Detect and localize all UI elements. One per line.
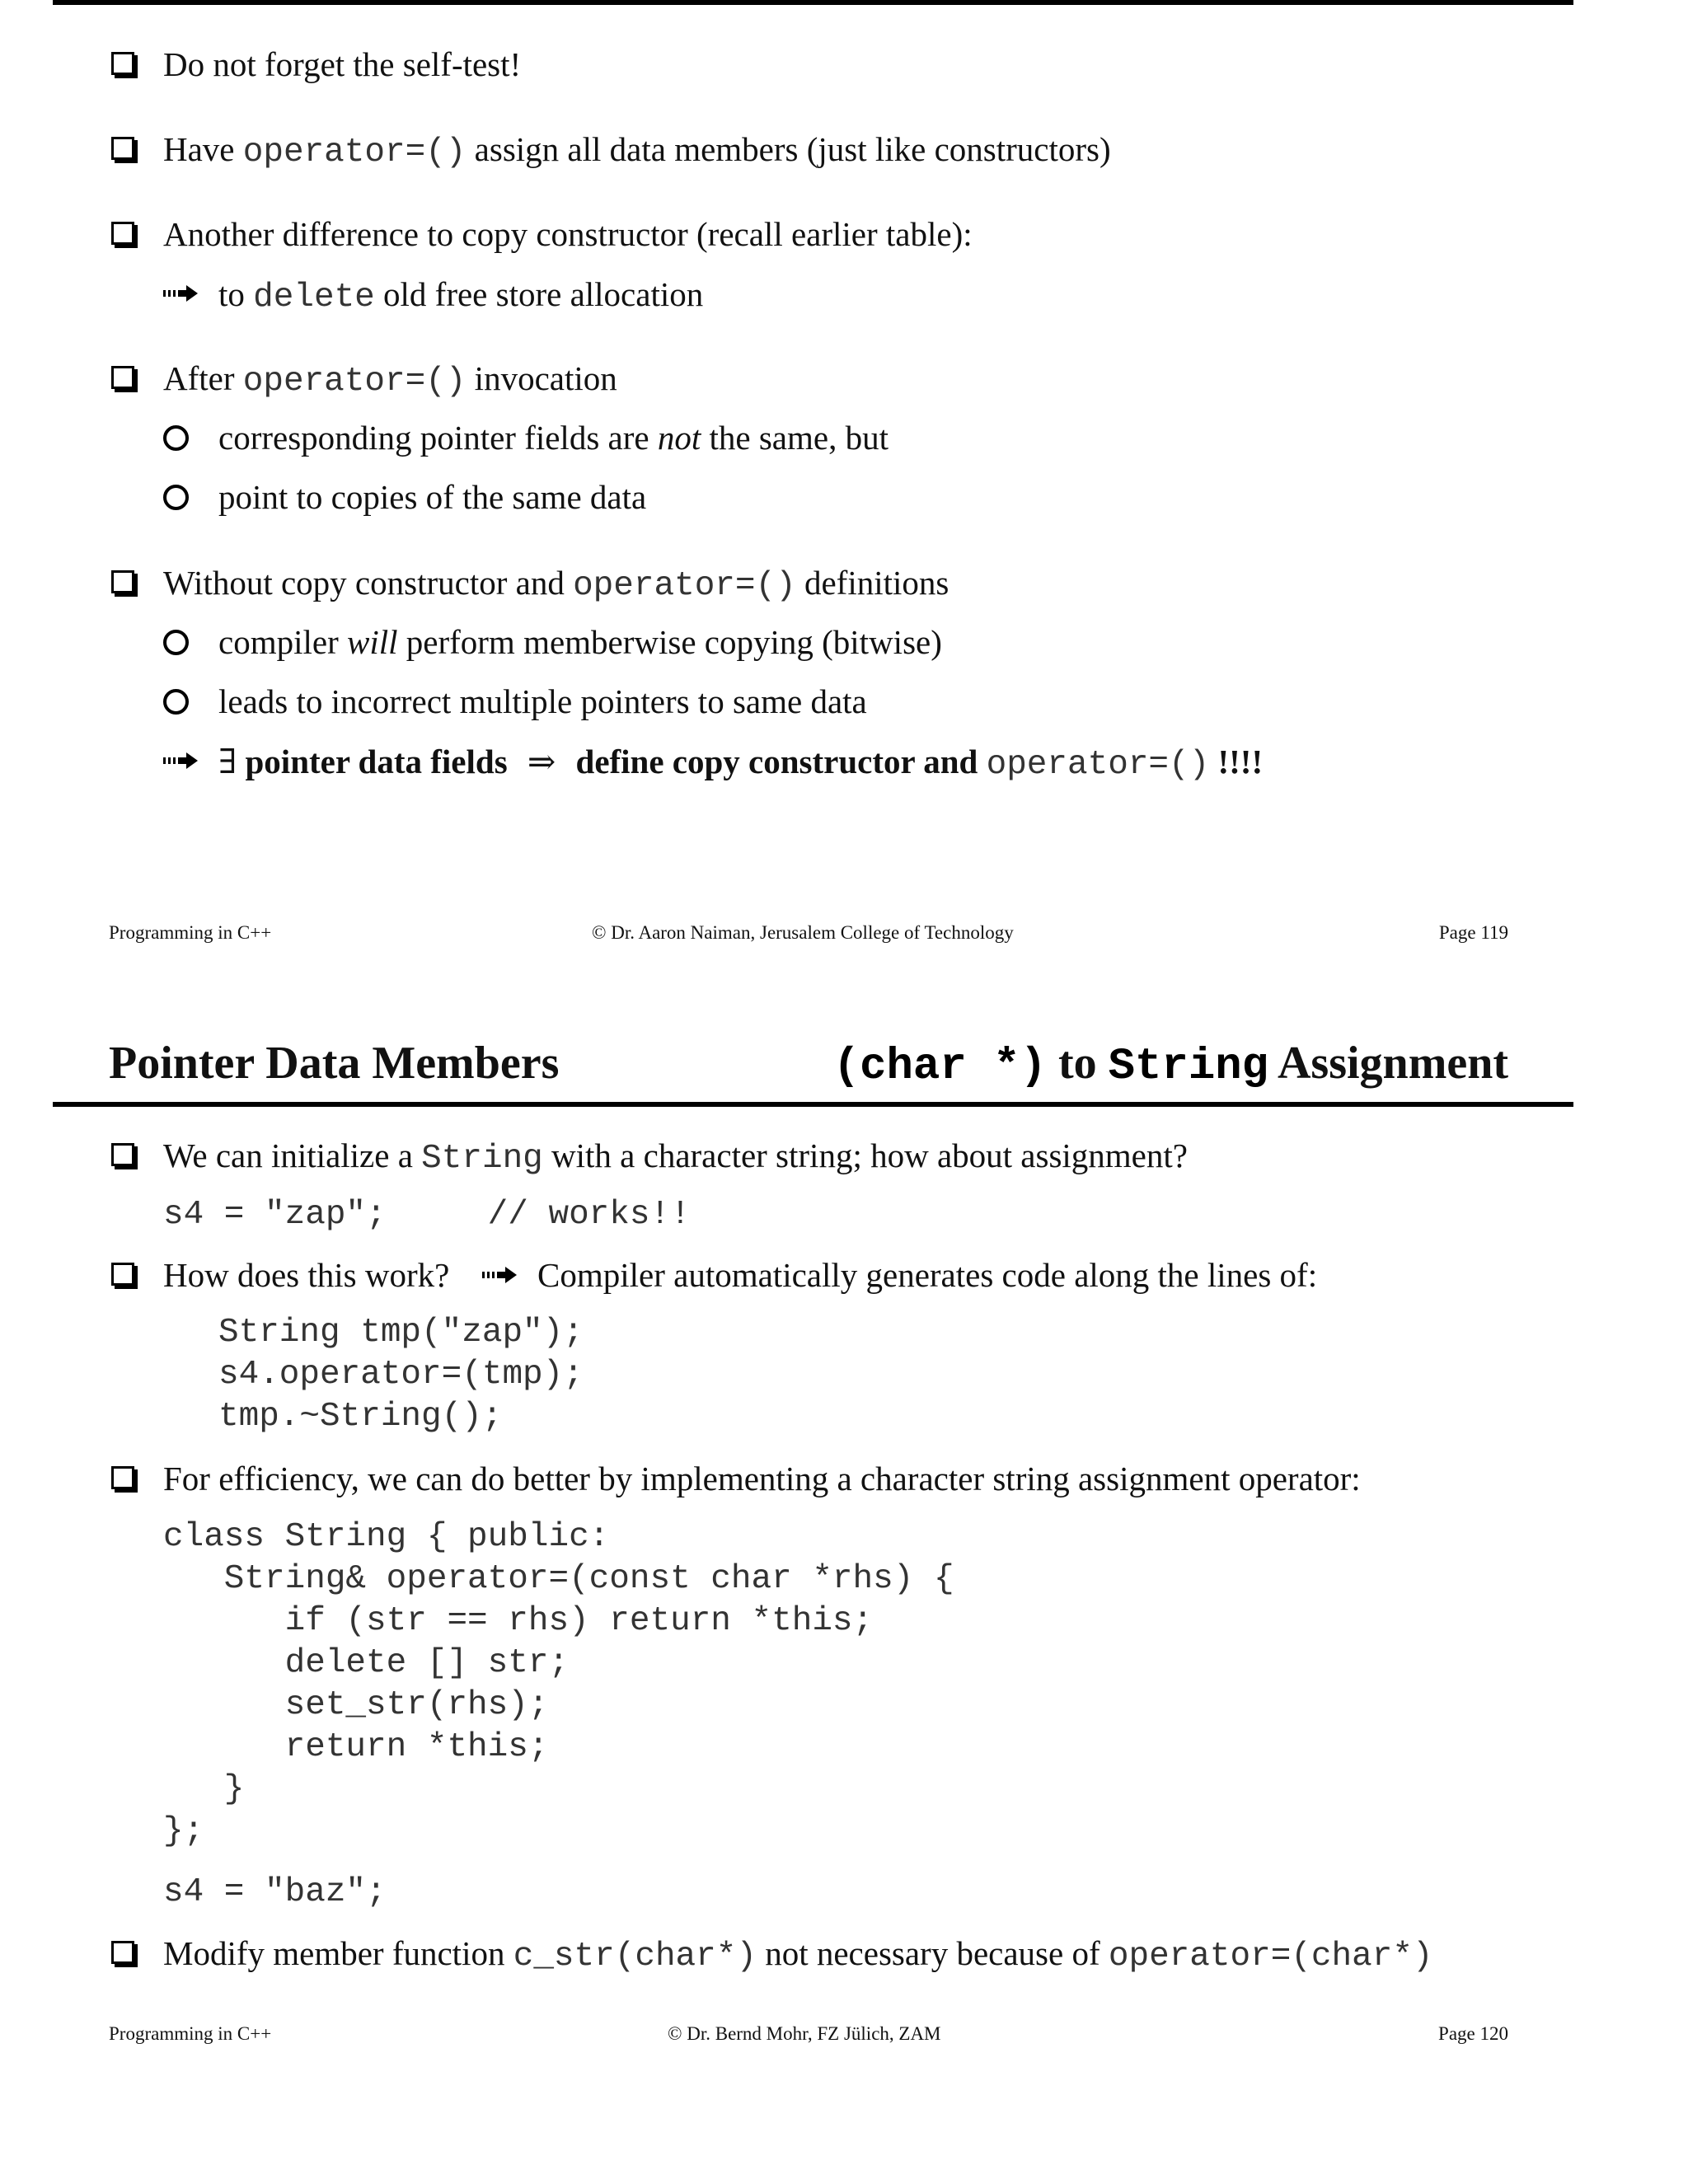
circle-bullet-icon <box>163 485 189 510</box>
bullet-text: Do not forget the self-test! <box>163 45 522 83</box>
circle-bullet-icon <box>163 630 189 655</box>
emphasis-text: will <box>346 623 398 661</box>
bullet-after-invocation <box>163 357 617 403</box>
bullet-text: leads to incorrect multiple pointers to same data <box>218 682 867 720</box>
code-class-string: class String { public: String& operator=(const char *rhs) { if (str == rhs) return *this; delete [] str; set_str(rhs); return *this; } }; <box>163 1518 954 1850</box>
footer-page-number: Page 119 <box>1438 922 1508 943</box>
bullet-compiler-generates <box>537 1254 1317 1296</box>
footer-left: Programming in C++ <box>109 922 272 943</box>
bullet-text: Without copy constructor and <box>163 564 574 602</box>
top-rule <box>53 0 1573 5</box>
bullet-text: perform memberwise copying (bitwise) <box>397 623 942 661</box>
footer-center: © Dr. Aaron Naiman, Jerusalem College of Technology <box>592 922 1014 943</box>
inline-code: String <box>421 1140 543 1178</box>
bullet-text: Compiler automatically generates code along the lines of: <box>537 1256 1318 1294</box>
bullet-text: define copy constructor and <box>575 743 987 780</box>
sub-bullet-corresponding <box>218 416 889 459</box>
title-text: to <box>1046 1038 1109 1089</box>
sub-bullet-leads <box>218 680 867 723</box>
bullet-text: After <box>163 359 243 397</box>
title-code: String <box>1108 1042 1269 1092</box>
bullet-text: not necessary because of <box>756 1934 1109 1972</box>
checkbox-bullet-icon <box>111 1263 134 1286</box>
title-rule <box>53 1102 1573 1107</box>
inline-code: delete <box>253 279 375 316</box>
inline-code: operator=() <box>573 567 796 605</box>
bullet-another-difference <box>163 213 973 255</box>
bullet-text: point to copies of the same data <box>218 478 647 516</box>
bullet-without-copy <box>163 561 949 607</box>
code-s4-zap: s4 = "zap"; // works!! <box>163 1196 691 1234</box>
page-title <box>109 1034 559 1092</box>
footer-left: Programming in C++ <box>109 2023 272 2044</box>
bullet-how-does <box>163 1254 449 1296</box>
inline-code: operator=() <box>242 363 467 401</box>
page-subtitle <box>833 1034 1508 1096</box>
bullet-text: definitions <box>795 564 950 602</box>
checkbox-bullet-icon <box>111 222 134 245</box>
bullet-assign-members <box>163 128 1111 174</box>
sub-bullet-point-copies <box>218 476 646 518</box>
checkbox-bullet-icon <box>111 137 134 160</box>
bullet-text: Have <box>163 130 243 168</box>
bullet-text: corresponding pointer fields are <box>218 419 658 457</box>
arrow-bullet-icon <box>163 285 198 302</box>
footer-center: © Dr. Bernd Mohr, FZ Jülich, ZAM <box>668 2023 941 2044</box>
bullet-text: Modify member function <box>163 1934 513 1972</box>
code-s4-baz: s4 = "baz"; <box>163 1873 387 1911</box>
bullet-text: with a character string; how about assignment? <box>542 1137 1188 1174</box>
sub-bullet-define-copy <box>218 740 1263 786</box>
implies-symbol: ⇒ <box>527 743 556 780</box>
bullet-text: to <box>218 275 254 313</box>
checkbox-bullet-icon <box>111 1143 134 1166</box>
code-generated: String tmp("zap"); s4.operator=(tmp); tmp.~String(); <box>218 1314 584 1436</box>
bullet-text: pointer data fields <box>237 743 508 780</box>
checkbox-bullet-icon <box>111 1941 134 1964</box>
checkbox-bullet-icon <box>111 1466 134 1489</box>
bullet-text: How does this work? <box>163 1256 450 1294</box>
emphasis-text: not <box>657 419 701 457</box>
footer-page-number: Page 120 <box>1438 2023 1508 2044</box>
sub-bullet-compiler <box>218 621 942 663</box>
bullet-text: !!!! <box>1209 743 1264 780</box>
bullet-text: old free store allocation <box>374 275 704 313</box>
arrow-bullet-icon <box>482 1267 517 1283</box>
circle-bullet-icon <box>163 425 189 451</box>
checkbox-bullet-icon <box>111 52 134 75</box>
bullet-modify <box>163 1932 1433 1978</box>
sub-bullet-delete <box>218 273 703 319</box>
title-text: Assignment <box>1268 1038 1508 1089</box>
bullet-text: invocation <box>466 359 617 397</box>
bullet-text: Another difference to copy constructor (recall earlier table): <box>163 215 973 253</box>
bullet-text: We can initialize a <box>163 1137 422 1174</box>
circle-bullet-icon <box>163 689 189 715</box>
bullet-text: compiler <box>218 623 347 661</box>
checkbox-bullet-icon <box>111 366 134 389</box>
bullet-initialize <box>163 1134 1188 1180</box>
bullet-text: the same, but <box>701 419 889 457</box>
bullet-efficiency <box>163 1457 1361 1500</box>
checkbox-bullet-icon <box>111 570 134 593</box>
bullet-text: assign all data members (just like constructors) <box>466 130 1111 168</box>
arrow-bullet-icon <box>163 752 198 769</box>
inline-code: operator=() <box>986 746 1210 784</box>
bullet-text: For efficiency, we can do better by implementing a character string assignment operator: <box>163 1460 1361 1497</box>
exists-symbol: ∃ <box>218 743 237 780</box>
inline-code: operator=(char*) <box>1108 1938 1433 1975</box>
page-title-text: Pointer Data Members <box>109 1038 560 1089</box>
bullet-self-test <box>163 43 521 86</box>
inline-code: operator=() <box>242 134 467 171</box>
inline-code: c_str(char*) <box>513 1938 757 1975</box>
title-code: (char *) <box>832 1042 1047 1092</box>
